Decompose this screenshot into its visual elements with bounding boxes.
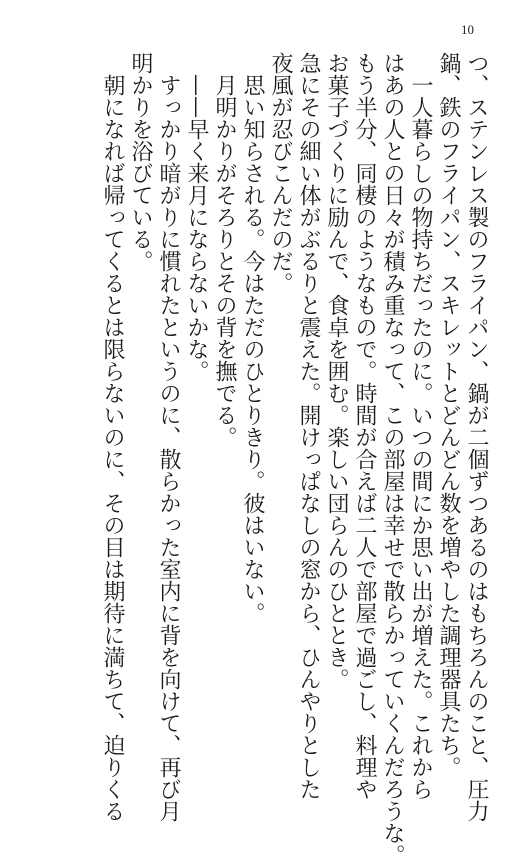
text-line: はあの人との日々が積み重なって、この部屋は幸せで散らかっていくんだろうな。 — [380, 52, 405, 866]
text-line: 朝になれば帰ってくるとは限らないのに、その目は期待に満ちて、迫りくる — [100, 52, 125, 822]
text-line: 一人暮らしの物持ちだったのに。いつの間にか思い出が増えた。これから — [408, 52, 433, 800]
text-line: 鍋、鉄のフライパン、スキレットとどんどん数を増やした調理器具たち。 — [436, 52, 461, 778]
vertical-text-body — [98, 52, 490, 866]
text-line: もう半分、同棲のようなもので。時間が合えば二人で部屋で過ごし、料理や — [352, 52, 377, 800]
page-number: 10 — [461, 22, 474, 37]
text-line: 急にその細い体がぶるりと震えた。開けっぱなしの窓から、ひんやりとした — [296, 52, 321, 800]
text-line: ——早く来月にならないかな。 — [184, 52, 209, 382]
text-line: 夜風が忍びこんだのだ。 — [268, 52, 293, 294]
text-line: お菓子づくりに励んで、食卓を囲む。楽しい団らんのひととき。 — [324, 52, 349, 690]
text-line: 思い知らされる。今はただのひとりきり。彼はいない。 — [240, 52, 265, 624]
text-line: つ、ステンレス製のフライパン、鍋が二個ずつあるのはもちろんのこと、圧力 — [464, 52, 489, 822]
text-line: 明かりを浴びている。 — [128, 52, 153, 272]
text-line: すっかり暗がりに慣れたというのに、散らかった室内に背を向けて、再び月 — [156, 52, 181, 822]
text-line: 月明かりがそろりとその背を撫でる。 — [212, 52, 237, 448]
